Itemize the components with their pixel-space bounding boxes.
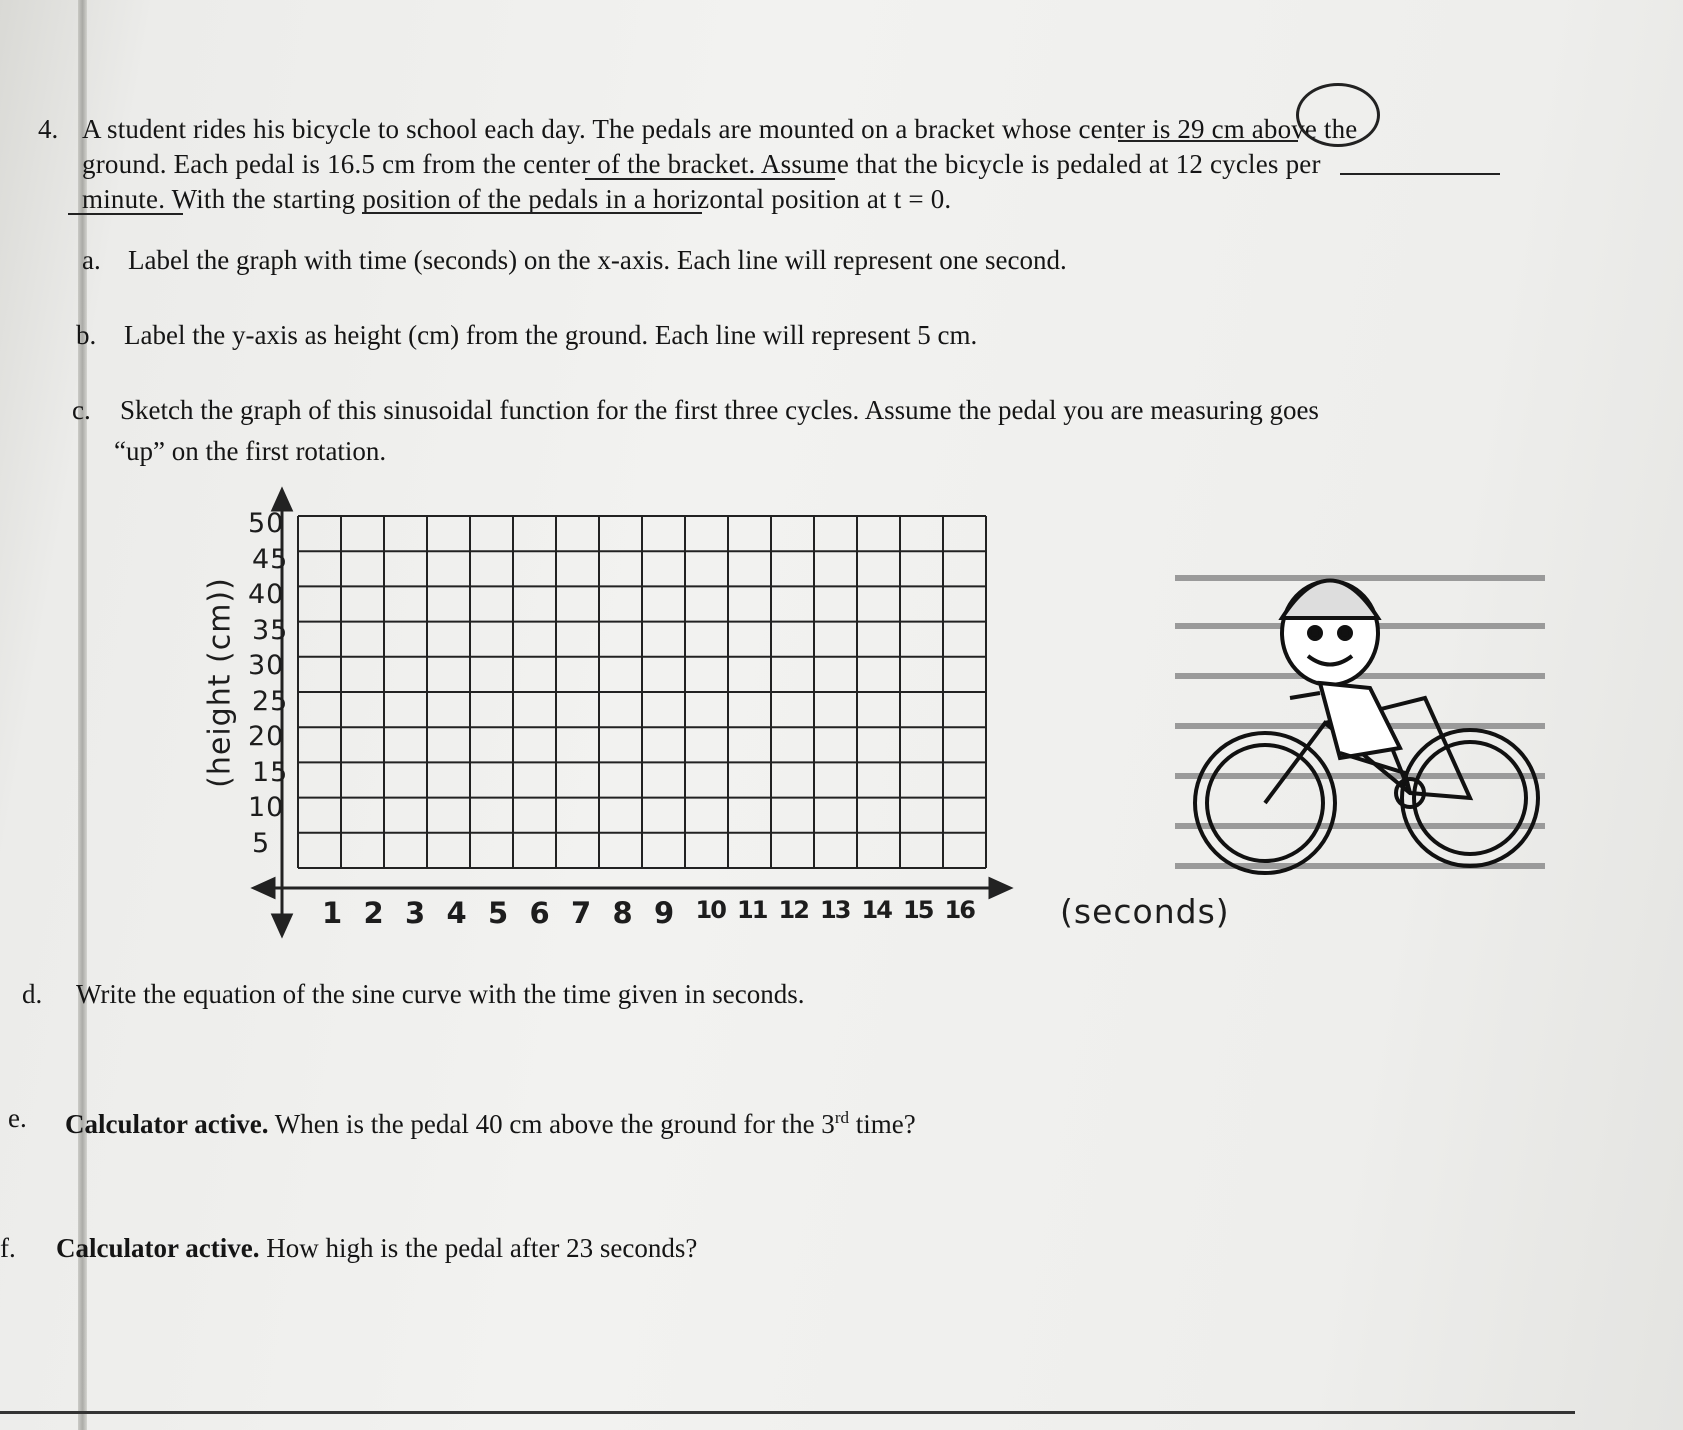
x-tick-label: 2 (363, 896, 382, 930)
y-tick-label: 10 (248, 792, 285, 823)
x-tick-label: 10 (695, 896, 725, 924)
x-tick-label: 4 (446, 896, 465, 930)
helmet (1282, 581, 1378, 619)
x-tick-label: 3 (405, 896, 424, 930)
part-e-text: When is the pedal 40 cm above the ground for the 3 (274, 1109, 835, 1139)
y-tick-label: 30 (248, 650, 285, 681)
y-tick-label: 40 (248, 579, 285, 610)
part-c-letter: c. (72, 395, 91, 425)
x-axis-handwritten-label: (seconds) (1060, 892, 1230, 931)
x-tick-label: 7 (571, 896, 590, 930)
y-tick-label: 50 (248, 508, 285, 539)
underline-annotation (68, 213, 183, 215)
y-tick-label: 15 (252, 756, 289, 788)
part-b-letter: b. (76, 320, 97, 350)
x-tick-label: 9 (654, 896, 673, 930)
problem-intro-line-3: minute. With the starting position of the pedals in a horizontal position at t = 0. (82, 184, 952, 214)
x-tick-label: 11 (737, 896, 767, 924)
part-e-line (65, 1101, 916, 1141)
part-c-line-2: “up” on the first rotation. (114, 436, 387, 466)
part-e-superscript: rd (834, 1108, 849, 1127)
y-axis-handwritten-label: (height (cm)) (202, 577, 238, 788)
underline-annotation (362, 212, 702, 214)
x-tick-label: 16 (944, 896, 974, 924)
x-tick-label: 6 (529, 896, 548, 930)
x-tick-label: 1 (322, 896, 341, 930)
part-e-text-end: time? (848, 1109, 916, 1139)
rider (1282, 581, 1410, 794)
x-axis-arrow-left (254, 879, 274, 897)
x-tick-label: 15 (903, 896, 933, 924)
underline-annotation (1340, 173, 1500, 175)
underline-annotation (585, 178, 835, 180)
part-d-text: Write the equation of the sine curve with the time given in seconds. (76, 979, 805, 1009)
y-axis-arrow-down (273, 915, 291, 935)
y-tick-label: 45 (252, 543, 289, 575)
y-tick-label: 25 (252, 685, 289, 717)
part-b-text: Label the y-axis as height (cm) from the ground. Each line will represent 5 cm. (124, 320, 978, 350)
part-d-letter: d. (22, 979, 43, 1009)
x-axis-arrow-right (990, 879, 1010, 897)
circled-value-annotation (1296, 83, 1380, 147)
problem-intro-line-2: ground. Each pedal is 16.5 cm from the center of the bracket. Assume that the bicycle is pedaled at 12 cycles per (82, 149, 1321, 179)
y-axis-arrow-up (273, 490, 291, 510)
y-tick-label: 20 (248, 721, 285, 752)
rider-body (1320, 683, 1400, 758)
problem-number: 4. (38, 114, 59, 144)
rider-arm (1290, 693, 1320, 698)
problem-intro-line-1: A student rides his bicycle to school each day. The pedals are mounted on a bracket whose center is 29 cm above the (82, 114, 1358, 144)
page-bottom-rule (0, 1411, 1575, 1414)
x-tick-label: 13 (820, 896, 850, 924)
x-tick-label: 12 (778, 896, 808, 924)
part-c-line-1: Sketch the graph of this sinusoidal function for the first three cycles. Assume the pedal you are measuring goes (120, 395, 1319, 425)
part-e-letter: e. (8, 1103, 27, 1133)
graph (230, 486, 1030, 946)
y-tick-label: 5 (252, 827, 271, 859)
part-a-letter: a. (82, 245, 101, 275)
part-e-bold-label: Calculator active. (65, 1109, 269, 1139)
part-f-line (56, 1231, 697, 1265)
y-tick-label: 35 (252, 614, 289, 646)
cyclist-illustration (1170, 548, 1550, 878)
part-a-text: Label the graph with time (seconds) on the x-axis. Each line will represent one second. (128, 245, 1067, 275)
x-tick-label: 14 (861, 896, 891, 924)
x-tick-label: 5 (488, 896, 507, 930)
part-f-letter: f. (0, 1233, 16, 1263)
underline-annotation (1118, 140, 1298, 142)
graph-grid (298, 516, 986, 868)
x-tick-label: 8 (612, 896, 631, 930)
part-f-text: How high is the pedal after 23 seconds? (266, 1233, 698, 1263)
part-f-bold-label: Calculator active. (56, 1233, 260, 1263)
